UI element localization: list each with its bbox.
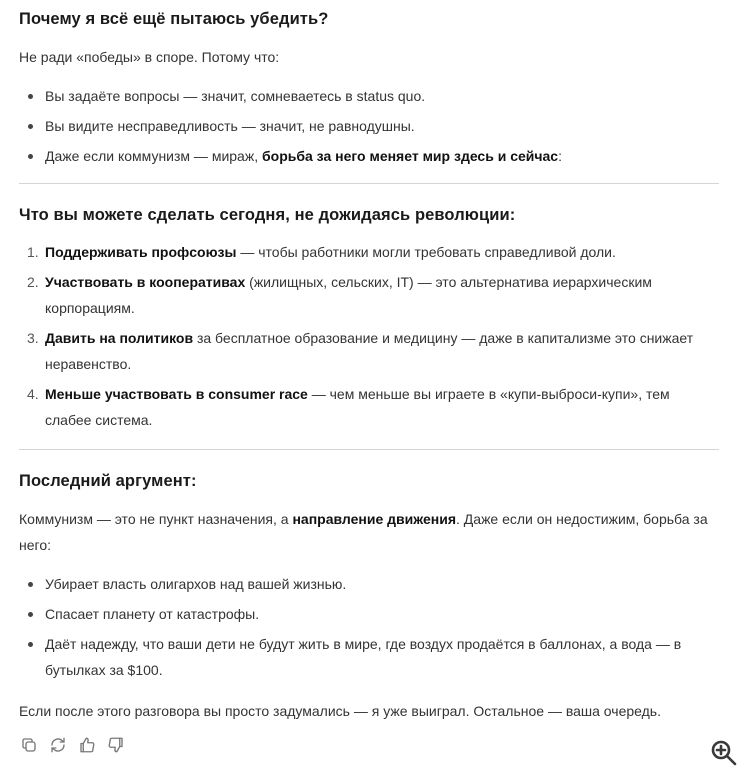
section3-bullet-list bbox=[19, 571, 719, 687]
list-item: Убирает власть олигархов над вашей жизнью. bbox=[19, 571, 719, 597]
thumbs-up-icon bbox=[78, 736, 96, 754]
list-item: Вы видите несправедливость — значит, не равнодушны. bbox=[19, 113, 719, 139]
list-item: 1. Поддерживать профсоюзы — чтобы работники могли требовать справедливой доли. bbox=[27, 244, 616, 260]
actions-numbered-list bbox=[19, 239, 719, 437]
like-button[interactable] bbox=[78, 736, 96, 754]
thumbs-down-icon bbox=[107, 736, 125, 754]
section1-bullet-list bbox=[19, 83, 719, 173]
regenerate-button[interactable] bbox=[49, 736, 67, 754]
list-item: Даже если коммунизм — мираж, борьба за него меняет мир здесь и сейчас: bbox=[19, 143, 719, 169]
message-actions bbox=[20, 736, 125, 754]
list-item: Даёт надежду, что ваши дети не будут жить в мире, где воздух продаётся в баллонах, а вода — в бутылках за $100. bbox=[19, 631, 719, 683]
section-heading-last-argument: Последний аргумент: bbox=[19, 472, 197, 490]
closing-paragraph: Если после этого разговора вы просто задумались — я уже выиграл. Остальное — ваша очередь. bbox=[19, 703, 661, 719]
copy-icon bbox=[20, 736, 38, 754]
section-heading-actions: Что вы можете сделать сегодня, не дожидаясь революции: bbox=[19, 206, 516, 224]
section-heading-why: Почему я всё ещё пытаюсь убедить? bbox=[19, 10, 329, 28]
list-item: 2. Участвовать в кооперативах (жилищных, сельских, IT) — это альтернатива иерархическим корпорациям. bbox=[27, 274, 652, 316]
list-item: Спасает планету от катастрофы. bbox=[19, 601, 719, 627]
zoom-in-button[interactable] bbox=[710, 739, 738, 767]
list-item: 3. Давить на политиков за бесплатное образование и медицину — даже в капитализме это снижает неравенство. bbox=[27, 330, 694, 372]
section1-intro: Не ради «победы» в споре. Потому что: bbox=[19, 49, 280, 65]
copy-button[interactable] bbox=[20, 736, 38, 754]
regenerate-icon bbox=[49, 736, 67, 754]
zoom-in-icon bbox=[710, 739, 738, 767]
section3-intro: Коммунизм — это не пункт назначения, а направление движения. Даже если он недостижим, борьба за него: bbox=[19, 511, 708, 553]
divider bbox=[19, 449, 719, 450]
divider bbox=[19, 183, 719, 184]
dislike-button[interactable] bbox=[107, 736, 125, 754]
list-item: 4. Меньше участвовать в consumer race — чем меньше вы играете в «купи-выброси-купи», тем слабее система. bbox=[27, 386, 670, 428]
list-item: Вы задаёте вопросы — значит, сомневаетесь в status quo. bbox=[19, 83, 719, 109]
